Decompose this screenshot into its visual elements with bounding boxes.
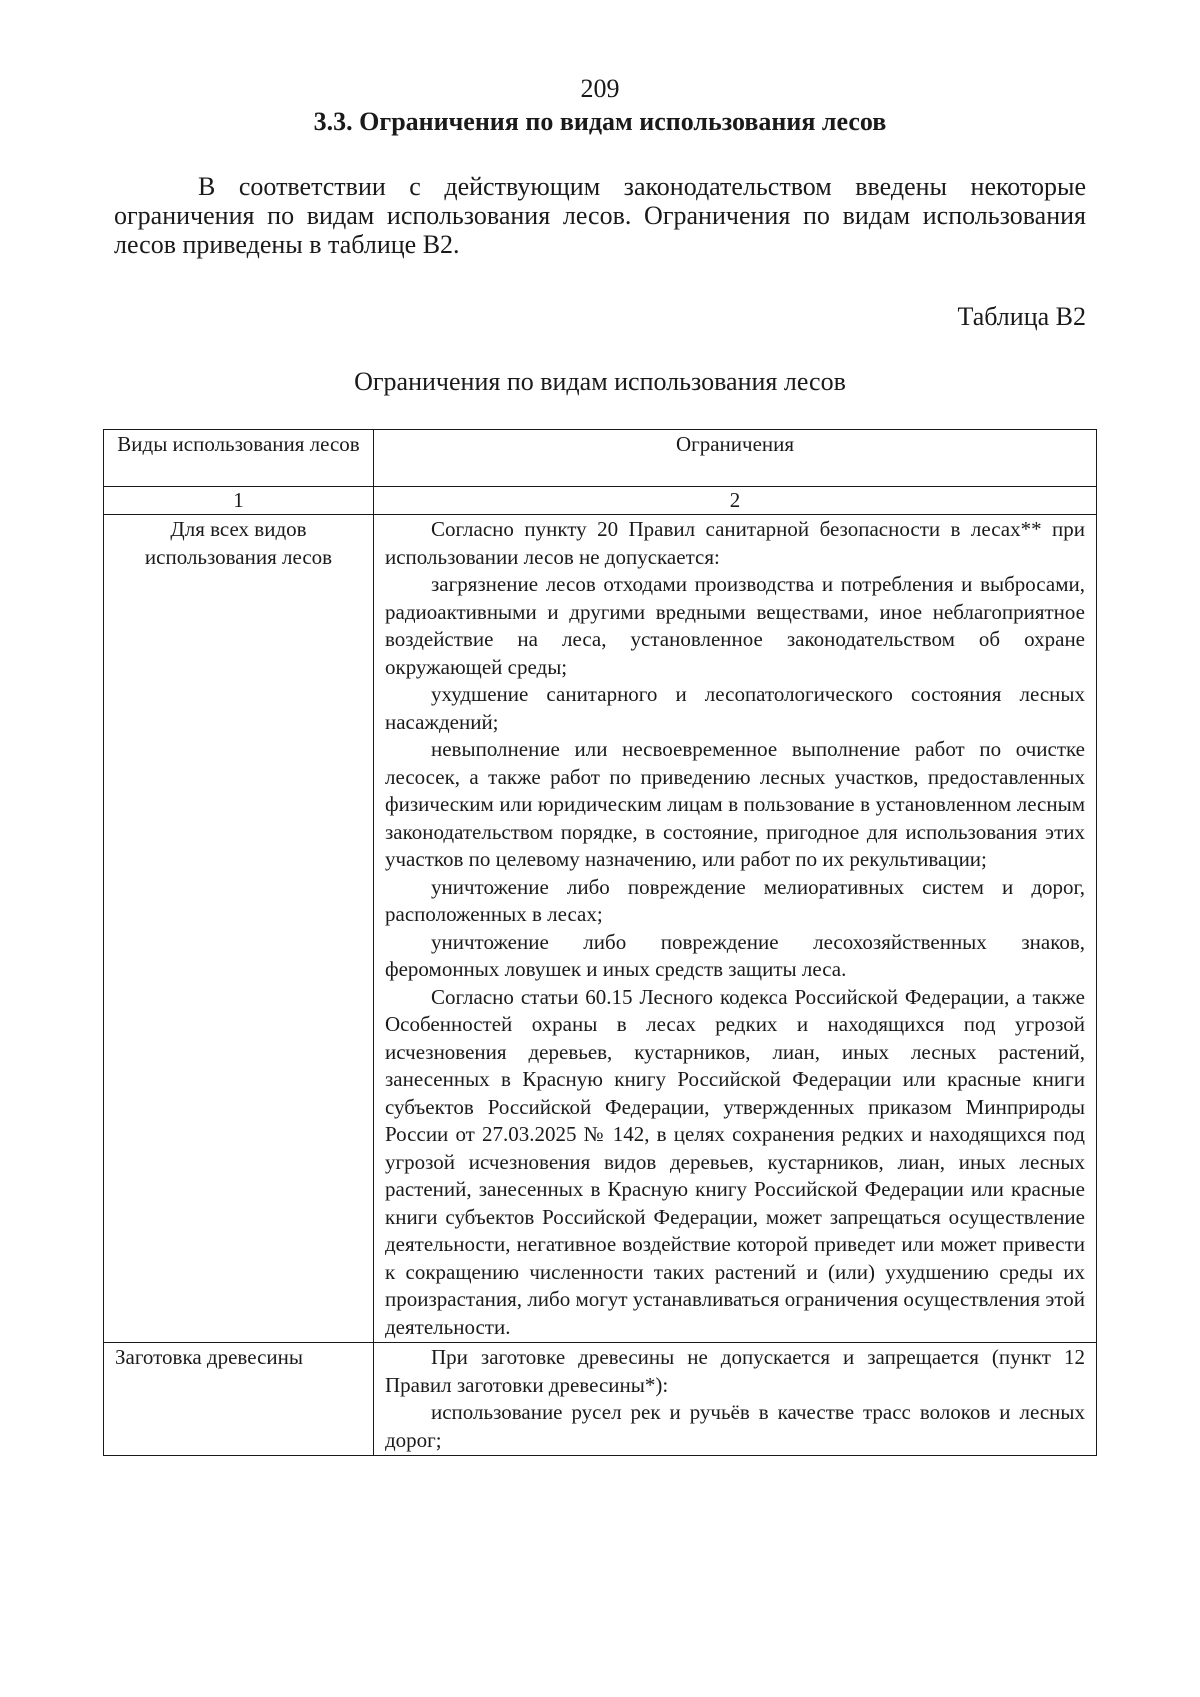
table-row [104,515,1097,1343]
header-kinds-of-use: Виды использования лесов [104,430,374,487]
restrictions-cell [374,1343,1097,1456]
restriction-paragraph: Согласно пункту 20 Правил санитарной безопасности в лесах** при использовании лесов не допускается: [385,517,1085,569]
restriction-paragraph: использование русел рек и ручьёв в качестве трасс волоков и лесных дорог; [385,1400,1085,1452]
intro-paragraph: В соответствии с действующим законодательством введены некоторые ограничения по видам использования лесов. Ограничения по видам использования лесов приведены в таблице В2. [114,172,1086,259]
column-number-1: 1 [104,487,374,515]
kind-of-use-cell: Для всех видов использования лесов [104,515,374,1343]
table-title: Ограничения по видам использования лесов [354,367,846,396]
table-number: Таблица В2 [957,302,1086,331]
restriction-paragraph: уничтожение либо повреждение лесохозяйственных знаков, феромонных ловушек и иных средств защиты леса. [385,929,1085,981]
column-number-2: 2 [374,487,1097,515]
restriction-paragraph: Согласно статьи 60.15 Лесного кодекса Российской Федерации, а также Особенностей охраны в лесах редких и находящихся под угрозой исчезновения деревьев, кустарников, лиан, иных лесных растений, занесенных в Красную книгу Российской Федерации или красные книги субъектов Российской Федерации, утвержденных приказом Минприроды России от 27.03.2025 № 142, в целях сохранения редких и находящихся под угрозой исчезновения видов деревьев, кустарников, лиан, иных лесных растений, занесенных в Красную книгу Российской Федерации или красные книги субъектов Российской Федерации, может запрещаться осуществление деятельности, негативное воздействие которой приведет или может привести к сокращению численности таких растений и (или) ухудшению среды их произрастания, либо могут устанавливаться ограничения осуществления этой деятельности. [385,984,1085,1339]
table-header-row [104,430,1097,487]
restriction-paragraph: невыполнение или несвоевременное выполнение работ по очистке лесосек, а также работ по приведению лесных участков, предоставленных физическим или юридическим лицам в пользование в установленном лесным законодательством порядке, в состояние, пригодное для использования этих участков по целевому назначению, или работ по их рекультивации; [385,737,1085,871]
kind-of-use-cell: Заготовка древесины [104,1343,374,1456]
restriction-paragraph: При заготовке древесины не допускается и запрещается (пункт 12 Правил заготовки древесины*): [385,1345,1085,1397]
restriction-paragraph: ухудшение санитарного и лесопатологического состояния лесных насаждений; [385,682,1085,734]
restriction-paragraph: загрязнение лесов отходами производства и потребления и выбросами, радиоактивными и другими вредными веществами, иное неблагоприятное воздействие на леса, установленное законодательством об охране окружающей среды; [385,572,1085,679]
section-heading: 3.3. Ограничения по видам использования лесов [313,107,887,136]
restrictions-cell [374,515,1097,1343]
restrictions-table [103,429,1097,1456]
restriction-paragraph: уничтожение либо повреждение мелиоративных систем и дорог, расположенных в лесах; [385,874,1085,926]
table-row [104,1343,1097,1456]
column-number-row [104,487,1097,515]
header-restrictions: Ограничения [374,430,1097,487]
page-number: 209 [580,74,620,103]
